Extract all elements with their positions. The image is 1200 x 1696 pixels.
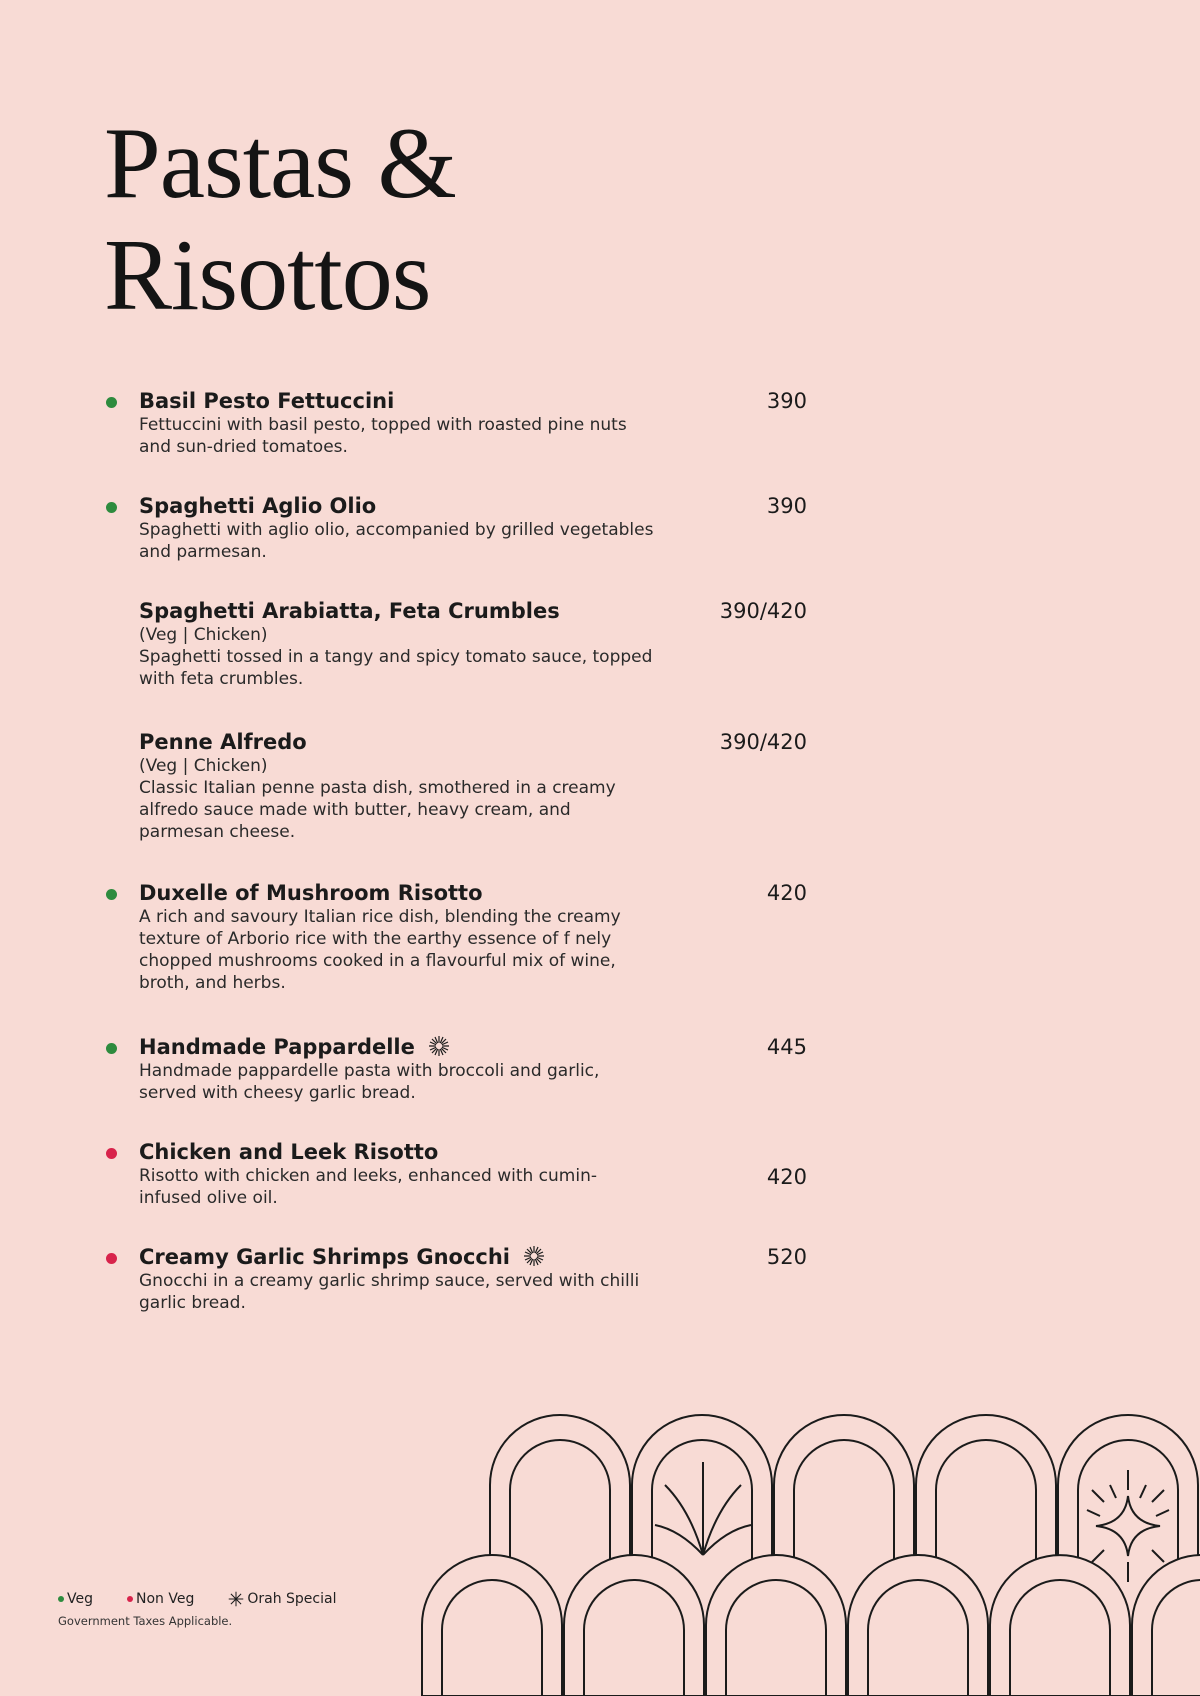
menu-item-name: Basil Pesto Fettuccini xyxy=(139,389,395,413)
menu-item-price: 390 xyxy=(766,389,807,413)
legend-special-label: Orah Special xyxy=(247,1591,337,1607)
taxes-note: Government Taxes Applicable. xyxy=(58,1614,233,1628)
menu-item-price: 445 xyxy=(766,1035,807,1059)
menu-item-price: 420 xyxy=(766,1165,807,1189)
menu-item-price: 390/420 xyxy=(719,599,807,623)
menu-item-price: 390 xyxy=(766,494,807,518)
menu-item-price: 420 xyxy=(766,881,807,905)
menu-item-name: Spaghetti Aglio Olio xyxy=(139,494,377,518)
non-veg-dot-icon xyxy=(127,1596,133,1602)
menu-item-name: Creamy Garlic Shrimps Gnocchi xyxy=(139,1245,510,1269)
title-line-1: Pastas & xyxy=(104,107,456,220)
legend-veg-label: Veg xyxy=(67,1591,93,1607)
menu-item-description: Risotto with chicken and leeks, enhanced with cumin-infused olive oil. xyxy=(139,1166,597,1208)
menu-item-name: Handmade Pappardelle xyxy=(139,1035,415,1059)
legend-veg xyxy=(58,1591,93,1607)
menu-item-price: 390/420 xyxy=(719,730,807,754)
menu-item-description: Fettuccini with basil pesto, topped with roasted pine nuts and sun-dried tomatoes. xyxy=(139,415,627,457)
orah-special-icon xyxy=(228,1591,244,1607)
veg-dot-icon xyxy=(58,1596,64,1602)
legend-special xyxy=(228,1591,336,1607)
menu-item-name: Duxelle of Mushroom Risotto xyxy=(139,881,483,905)
menu-item-options: (Veg | Chicken) xyxy=(139,625,268,645)
title-line-2: Risottos xyxy=(104,219,431,332)
menu-item-description-text: Spaghetti tossed in a tangy and spicy tomato sauce, topped with feta crumbles. xyxy=(139,647,653,689)
menu-item-name: Spaghetti Arabiatta, Feta Crumbles xyxy=(139,599,560,623)
menu-item-description-text: Classic Italian penne pasta dish, smothered in a creamy alfredo sauce made with butter, heavy cream, and parmesan cheese. xyxy=(139,778,616,842)
menu-item-name: Penne Alfredo xyxy=(139,730,307,754)
menu-item-description: Handmade pappardelle pasta with broccoli and garlic, served with cheesy garlic bread. xyxy=(139,1061,600,1103)
menu-item-price: 520 xyxy=(766,1245,807,1269)
menu-item-description: Gnocchi in a creamy garlic shrimp sauce, served with chilli garlic bread. xyxy=(139,1271,640,1313)
menu-item-name: Chicken and Leek Risotto xyxy=(139,1140,439,1164)
menu-item-description: A rich and savoury Italian rice dish, blending the creamy texture of Arborio rice with the earthy essence of f nely chopped mushrooms cooked in a flavourful mix of wine, broth, and herbs. xyxy=(139,907,621,993)
legend-nonveg-label: Non Veg xyxy=(136,1591,195,1607)
menu-item-description: Spaghetti with aglio olio, accompanied by grilled vegetables and parmesan. xyxy=(139,520,654,562)
menu-item-options: (Veg | Chicken) xyxy=(139,756,268,776)
legend-nonveg xyxy=(127,1591,194,1607)
legend xyxy=(58,1591,336,1607)
